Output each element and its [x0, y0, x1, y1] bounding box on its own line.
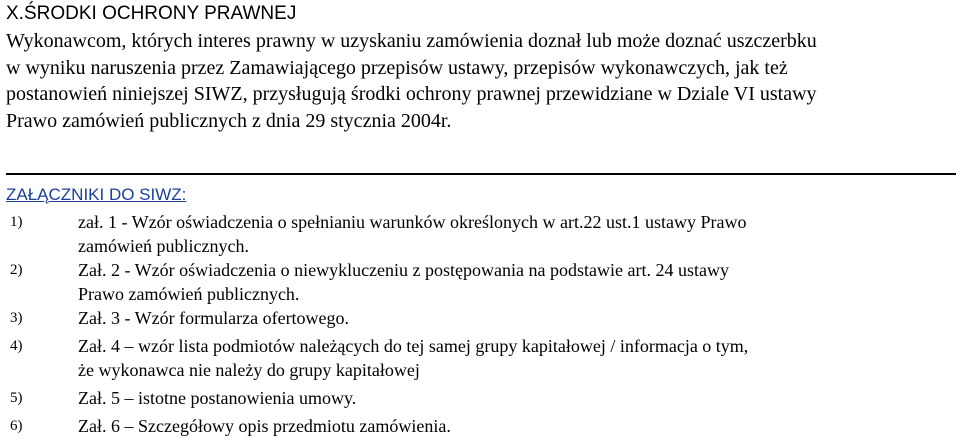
attachment-text: Zał. 5 – istotne postanowienia umowy. — [78, 388, 357, 408]
paragraph-line: Prawo zamówień publicznych z dnia 29 stycznia 2004r. — [6, 109, 452, 132]
attachment-number: 1) — [10, 214, 23, 230]
paragraph-line: w wyniku naruszenia przez Zamawiającego przepisów ustawy, przepisów wykonawczych, jak też — [6, 56, 788, 79]
attachment-number: 5) — [10, 390, 23, 406]
attachment-text: Zał. 3 - Wzór formularza ofertowego. — [78, 308, 350, 328]
attachment-item-2 — [0, 258, 748, 306]
attachment-text: że wykonawca nie należy do grupy kapitałowej — [78, 360, 420, 380]
attachments-list — [0, 210, 748, 438]
section-paragraph — [6, 28, 817, 134]
attachment-text: Zał. 6 – Szczegółowy opis przedmiotu zamówienia. — [78, 416, 451, 436]
attachment-number: 2) — [10, 262, 23, 278]
attachment-number: 6) — [10, 418, 23, 434]
attachment-text: zamówień publicznych. — [78, 236, 249, 256]
section-heading: X.ŚRODKI OCHRONY PRAWNEJ — [6, 3, 297, 24]
attachment-text: Prawo zamówień publicznych. — [78, 284, 300, 304]
attachment-text: Zał. 4 – wzór lista podmiotów należących do tej samej grupy kapitałowej / informacja o tym, — [78, 336, 749, 356]
paragraph-line: postanowień niniejszej SIWZ, przysługują środki ochrony prawnej przewidziane w Dziale VI ustawy — [6, 83, 817, 105]
attachment-item-5 — [0, 386, 748, 410]
attachment-text: Zał. 2 - Wzór oświadczenia o niewykluczeniu z postępowania na podstawie art. 24 ustawy — [78, 260, 729, 280]
horizontal-rule — [6, 173, 956, 175]
attachment-number: 4) — [10, 338, 23, 354]
paragraph-line: Wykonawcom, których interes prawny w uzyskaniu zamówienia doznał lub może doznać uszczerbku — [6, 30, 817, 52]
attachment-item-3 — [0, 306, 748, 330]
attachment-text: zał. 1 - Wzór oświadczenia o spełnianiu warunków określonych w art.22 ust.1 ustawy Prawo — [78, 212, 747, 232]
attachment-item-4 — [0, 334, 748, 382]
attachment-item-6 — [0, 414, 748, 438]
attachment-number: 3) — [10, 310, 23, 326]
attachment-item-1 — [0, 210, 748, 258]
attachments-heading: ZAŁĄCZNIKI DO SIWZ: — [6, 185, 187, 204]
